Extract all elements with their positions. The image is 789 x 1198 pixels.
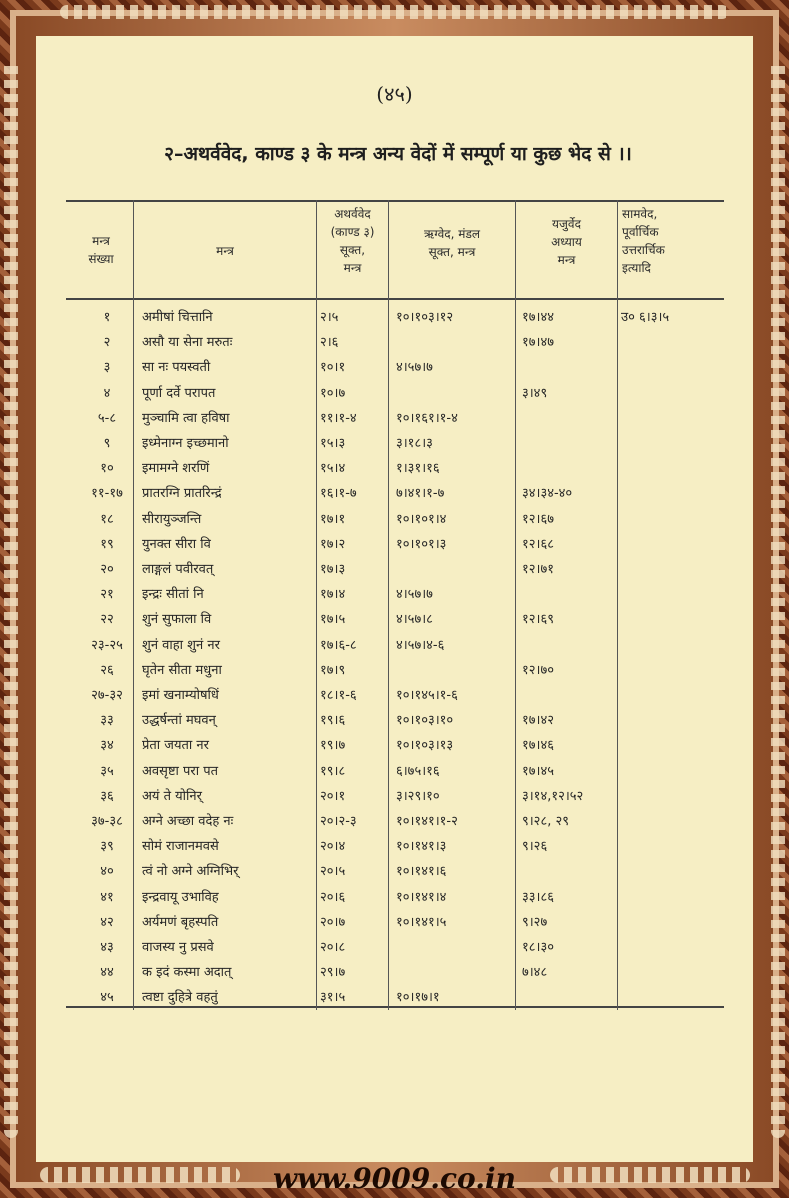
table-cell: २९।७ (320, 965, 346, 981)
table-cell: २।६ (320, 335, 339, 351)
table-cell: १०।७ (320, 385, 346, 401)
table-row (66, 380, 726, 405)
table-cell: ४४ (100, 965, 114, 981)
left-ornament (4, 60, 18, 1138)
table-cell: २०।६ (320, 889, 346, 905)
table-cell: १५।४ (320, 461, 346, 477)
table-cell: ३३ (100, 713, 114, 729)
table-cell: मुञ्चामि त्वा हविषा (142, 410, 230, 426)
table-cell: १०।१०१।३ (396, 536, 447, 552)
table-cell: प्रेता जयता नर (142, 738, 209, 754)
table-cell: १०।१७।१ (396, 990, 440, 1006)
table-cell: १०।१४१।३ (396, 839, 447, 855)
table-cell: ३।२९।१० (396, 788, 440, 804)
table-cell: वाजस्य नु प्रसवे (142, 940, 214, 955)
table-cell: ३।१४,१२।५२ (522, 788, 584, 804)
table-cell: १०।१४१।१-२ (396, 814, 458, 829)
table-row (66, 632, 726, 657)
table-cell: ४२ (100, 914, 114, 930)
table-cell: १७।४ (320, 587, 346, 603)
header-yajurveda: यजुर्वेद अध्याय मन्त्र (551, 217, 582, 267)
table-cell: उ० ६।३।५ (621, 310, 670, 325)
table-row (66, 455, 726, 480)
table-cell: ६।७५।१६ (396, 763, 440, 779)
table-cell: १० (100, 461, 114, 477)
table-row (66, 531, 726, 556)
header-samaveda: सामवेद, पूर्वार्चिक उत्तरार्चिक इत्यादि (622, 207, 665, 275)
table-row (66, 732, 726, 757)
table-cell: १०।१०३।१३ (396, 738, 454, 754)
table-row (66, 581, 726, 606)
table-cell: ४१ (100, 889, 114, 905)
table-cell: ४० (100, 864, 114, 880)
table-cell: १०।१४१।५ (396, 914, 447, 930)
table-cell: त्वष्टा दुहित्रे वहतुं (142, 990, 218, 1006)
table-cell: अग्ने अच्छा वदेह नः (142, 814, 234, 829)
top-ornament (60, 5, 729, 19)
table-cell: १०।१०१।४ (396, 511, 447, 527)
table-cell: १६।१-७ (320, 486, 357, 502)
table-cell: २०।७ (320, 914, 346, 930)
table-cell: १०।१४५।१-६ (396, 688, 458, 703)
table-cell: ४।५७।७ (396, 360, 433, 376)
table-cell: ३।१८।३ (396, 436, 433, 451)
table-cell: इमां खनाम्योषधिं (142, 688, 219, 703)
table-cell: क इदं कस्मा अदात् (142, 965, 232, 981)
table-cell: प्रातरग्नि प्रातरिन्द्रं (142, 486, 222, 502)
table-cell: ४।५७।७ (396, 587, 433, 603)
table-cell: ११।१-४ (320, 410, 357, 426)
table-row (66, 657, 726, 682)
footer-url: www.9009.co.in (273, 1162, 516, 1195)
table-cell: लाङ्गलं पवीरवत् (142, 562, 214, 577)
table-cell: ९।२८, २९ (522, 814, 569, 829)
table-cell: १७।२ (320, 536, 346, 552)
table-cell: इन्द्रः सीतां नि (142, 587, 204, 603)
table-cell: १७।९ (320, 662, 346, 678)
table-cell: १७।६-८ (320, 637, 357, 653)
table-cell: असौ या सेना मरुतः (142, 335, 233, 351)
table-top-rule (66, 200, 724, 202)
table-cell: अवसृष्टा परा पत (142, 763, 219, 779)
table-cell: १७।५ (320, 612, 346, 628)
page-title: २–अथर्ववेद, काण्ड ३ के मन्त्र अन्य वेदों में सम्पूर्ण या कुछ भेद से ।। (164, 143, 632, 165)
table-row (66, 682, 726, 707)
table-cell: ३७-३८ (91, 814, 123, 829)
table-cell: २१ (100, 587, 114, 603)
table-cell: १०।१४१।६ (396, 864, 447, 880)
table-row (66, 808, 726, 833)
table-cell: १७।४७ (522, 335, 554, 351)
table-cell: १२।६८ (522, 536, 554, 552)
table-cell: १०।१६१।१-४ (396, 410, 458, 426)
table-cell: इन्द्रवायू उभाविह (142, 889, 219, 905)
table-cell: ९।२७ (522, 914, 548, 930)
table-cell: १७।३ (320, 562, 346, 577)
table-cell: १२।७० (522, 662, 554, 678)
table-cell: १२।७१ (522, 562, 554, 577)
table-row (66, 480, 726, 505)
header-mantra-number: मन्त्र संख्या (88, 234, 114, 266)
table-cell: १०।१०३।१२ (396, 310, 454, 325)
page-number: (४५) (376, 82, 413, 106)
table-row (66, 405, 726, 430)
table-row (66, 858, 726, 883)
table-row (66, 984, 726, 1009)
table-cell: १७।४६ (522, 738, 554, 754)
table-cell: १ (103, 310, 111, 325)
table-cell: २०।८ (320, 940, 346, 955)
table-cell: सा नः पयस्वती (142, 360, 211, 376)
table-cell: १८ (100, 511, 114, 527)
table-cell: ३९ (100, 839, 114, 855)
table-header-rule (66, 298, 724, 300)
table-cell: २२ (100, 612, 114, 628)
table-cell: १८।३० (522, 940, 554, 955)
table-cell: १०।१४१।४ (396, 889, 447, 905)
table-cell: ७।४१।१-७ (396, 486, 445, 502)
table-cell: ३४।३४-४० (522, 486, 573, 502)
table-cell: ४।५७।८ (396, 612, 433, 628)
table-row (66, 783, 726, 808)
header-mantra: मन्त्र (216, 244, 234, 258)
table-cell: ४३ (100, 940, 114, 955)
table-cell: इध्मेनाग्न इच्छमानो (142, 436, 229, 451)
table-cell: ४ (103, 385, 111, 401)
table-row (66, 884, 726, 909)
table-cell: त्वं नो अग्ने अग्निभिर् (142, 864, 239, 880)
table-cell: २।५ (320, 310, 339, 325)
table-cell: ९ (103, 436, 111, 451)
table-cell: २०।५ (320, 864, 346, 880)
table-row (66, 959, 726, 984)
table-row (66, 354, 726, 379)
table-cell: २७-३२ (91, 688, 123, 703)
right-ornament (771, 60, 785, 1138)
table-cell: ४५ (100, 990, 114, 1006)
table-cell: सीरायुञ्जन्ति (142, 511, 202, 527)
table-cell: ३५ (100, 763, 114, 779)
table-cell: २६ (100, 662, 114, 678)
table-cell: १७।४२ (522, 713, 554, 729)
table-cell: उद्धर्षन्तां मघवन् (142, 713, 216, 729)
table-cell: घृतेन सीता मधुना (142, 662, 222, 678)
table-cell: १२।६७ (522, 511, 554, 527)
table-cell: अयं ते योनिर् (142, 788, 202, 804)
table-cell: ७।४८ (522, 965, 548, 981)
table-row (66, 707, 726, 732)
table-cell: ३ (103, 360, 111, 376)
table-cell: २०।४ (320, 839, 346, 855)
table-cell: १७।१ (320, 511, 346, 527)
table-row (66, 934, 726, 959)
table-cell: १०।१ (320, 360, 346, 376)
table-cell: ४।५७।४-६ (396, 637, 445, 653)
table-cell: ११-१७ (91, 486, 123, 502)
table-cell: २०।१ (320, 788, 346, 804)
table-cell: ३३।८६ (522, 889, 554, 905)
table-cell: १९।८ (320, 763, 346, 779)
table-cell: १२।६९ (522, 612, 554, 628)
table-row (66, 506, 726, 531)
table-cell: इमामग्ने शरणिं (142, 461, 210, 477)
table-cell: ५-८ (97, 410, 117, 426)
table-cell: १९।७ (320, 738, 346, 754)
table-cell: १९ (100, 536, 114, 552)
table-cell: शुनं वाहा शुनं नर (142, 637, 220, 653)
table-cell: ३१।५ (320, 990, 346, 1006)
table-cell: १५।३ (320, 436, 346, 451)
table-cell: ३६ (100, 788, 114, 804)
table-cell: ३४ (100, 738, 114, 754)
table-cell: १०।१०३।१० (396, 713, 454, 729)
table-cell: अर्यमणं बृहस्पति (142, 914, 219, 930)
header-rigveda: ऋग्वेद, मंडल सूक्त, मन्त्र (423, 227, 480, 259)
table-cell: पूर्णा दर्वे परापत (142, 385, 216, 401)
table-cell: २० (100, 562, 114, 577)
table-row (66, 606, 726, 631)
table-cell: ३।४९ (522, 385, 548, 401)
table-cell: २ (103, 335, 111, 351)
table-cell: १।३१।१६ (396, 461, 440, 477)
table-row (66, 758, 726, 783)
table-cell: सोमं राजानमवसे (142, 839, 219, 855)
table-cell: १९।६ (320, 713, 346, 729)
table-cell: १७।४४ (522, 310, 554, 325)
table-row (66, 304, 726, 329)
table-cell: शुनं सुफाला वि (142, 612, 212, 628)
header-atharvaveda: अथर्ववेद (काण्ड ३) सूक्त, मन्त्र (330, 207, 375, 275)
table-cell: २०।२-३ (320, 814, 357, 829)
table-row (66, 430, 726, 455)
table-row (66, 556, 726, 581)
table-cell: २३-२५ (91, 637, 123, 653)
table-cell: १७।४५ (522, 763, 554, 779)
table-row (66, 909, 726, 934)
table-cell: युनक्त सीरा वि (142, 536, 211, 552)
table-row (66, 833, 726, 858)
table-cell: ९।२६ (522, 839, 548, 855)
table-row (66, 329, 726, 354)
table-cell: अमीषां चित्तानि (142, 310, 213, 325)
table-cell: १८।१-६ (320, 688, 357, 703)
